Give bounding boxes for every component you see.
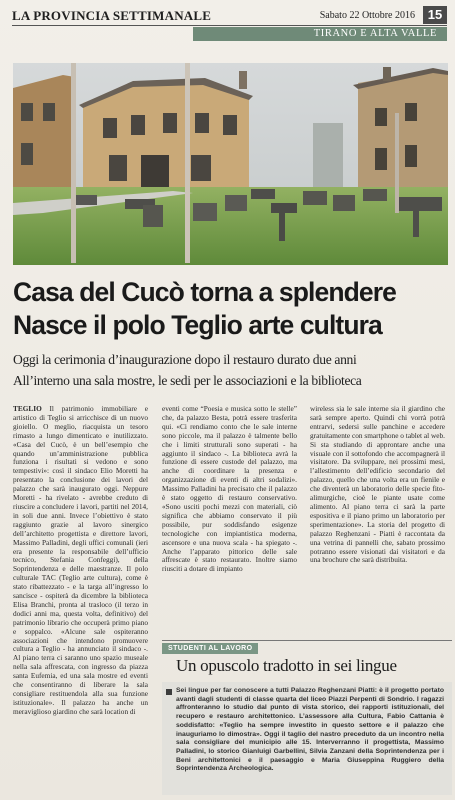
subhead-line-1: Oggi la cerimonia d’inaugurazione dopo il restauro durato due anni	[13, 352, 357, 367]
dateline: TEGLIO	[13, 405, 42, 413]
section-title: TIRANO E ALTA VALLE	[313, 28, 437, 39]
sidebar-kicker: STUDENTI AL LAVORO	[162, 643, 258, 654]
article-column-1	[13, 405, 148, 795]
article-column-1-text: Il patrimonio immobiliare e artistico di Teglio si arricchisce di un nuovo gioiello. O meglio, riacquista un tesoro rimasto a lungo dimenticato e inutilizzato. «Casa del Cucò, è un bell’esempio che quando un’amministrazione pubblica funziona i risultati si vedono e sono tempestivi»: così il sindaco Elio Moretti ha presentato la conclusione dei lavori del palazzo che sarà inaugurato oggi. Neppure Moretti - ha rivelato - avrebbe creduto di riuscire a concludere i lavori, partiti nel 2014, in soli due anni. Invece l’obiettivo è stato raggiunto grazie al lavoro sinergico dell’architetto progettista e direttore lavori, Massimo Palladini, degli uffici comunali (ieri era presente la responsabile dell’ufficio tecnico, Stefania Confeggi), della Soprintendenza e delle maestranze. Il polo culturale TAC (Teglio arte cultura), come è stato ribattezzato - e la targa all’ingresso lo sancisce - ospiterà da dicembre la biblioteca Elisa Branchi, pronta al trasloco (il terzo in dodici anni ma, questa volta, definitivo) del patrimonio librario che occuperà primo piano e soppalco. «Alcune sale ospiteranno associazioni che intendono promuovere cultura a Teglio - ha annunciato il sindaco -. Al piano terra ci saranno uno spazio museale nella sala affrescata, con ingresso da piazza santa Eufemia, ed una sala mostre ed eventi che consentiranno di liberare la sala consigliare restituendola alla sua funzione istituzionale». Il palazzo ha anche un meraviglioso giardino che sarà location di	[13, 405, 148, 716]
masthead-rule	[12, 25, 447, 26]
sidebar-title: Un opuscolo tradotto in sei lingue	[176, 656, 397, 675]
headline-line-1: Casa del Cucò torna a splendere	[13, 277, 396, 307]
article-column-2-text: eventi come “Poesia e musica sotto le stelle” che, da palazzo Besta, potrà essere trasferita qui. «Ci rendiamo conto che le sale interne sono piccole, ma il palazzo è talmente bello che i limiti strutturali sono superati - ha aggiunto il sindaco -. La biblioteca avrà la funzione di essere custode del palazzo, ma anche di coordinare la presenza e organizzazione di eventi di altri sodalizi». Massimo Palladini ha precisato che il palazzo è stato oggetto di restauro conservativo. «Sono usciti pochi mezzi con materiali, ciò significa che abbiamo conservato il più possibile, pur soddisfando esigenze tecnologiche con impiantistica moderna, ascensore e una nuova scala - ha spiegato -. Anche l’apparato pittorico delle sale affrescate è stato restaurato. Inoltre siamo riusciti a dotare di impianto	[162, 405, 297, 574]
article-column-3	[310, 405, 445, 640]
sidebar-text: Sei lingue per far conoscere a tutti Palazzo Reghenzani Piatti: è il progetto portato avanti dagli studenti di classe quarta del liceo Piazzi Perpenti di Sondrio. I ragazzi affronteranno lo studio dal punto di vista storico, dei rapporti istituzionali, del recupero e restauro architettonico. L’assessore alla Cultura, Fabio Cattania è soddisfatto: «Teglio ha sempre investito in questo settore e il palazzo che inauguriamo lo dimostra». Oggi il taglio del nastro preceduto da un incontro nella sala consigliare del municipio alle 15. Interverranno il progettista, Massimo Palladini, lo storico Gianluigi Garbellini, Silvia Zanzani della Soprintendenza per i Beni architettonici e il paesaggio e Maria Giuseppina Ruggiero della Soprintendenza Archeologica.	[176, 687, 444, 773]
sidebar-rule	[162, 640, 452, 641]
article-column-2	[162, 405, 297, 640]
sidebar-box	[162, 640, 452, 795]
issue-date: Sabato 22 Ottobre 2016	[319, 10, 415, 21]
headline-line-2: Nasce il polo Teglio arte cultura	[13, 310, 382, 340]
subhead-line-2: All’interno una sala mostre, le sedi per le associazioni e la biblioteca	[13, 373, 362, 388]
section-bar	[193, 27, 447, 41]
page-number: 15	[423, 6, 447, 24]
bullet-square-icon	[166, 689, 172, 695]
article-column-3-text: wireless sia le sale interne sia il giardino che sarà sempre aperto. Quindi chi vorrà potrà entrarvi, sedersi sulle panchine e accedere gratuitamente con smartphone o tablet al web. Si sta studiando di approntare anche una visuale con il sottofondo che accompagnerà il visitatore. Da sviluppare, nei prossimi mesi, l’allestimento dell’edificio secondario del palazzo, quello che una volta era un fienile e che diventerà un laboratorio delle specie fito-alimurgiche, cioè le piante usate come alimento. Al piano terra ci sarà la parte espositiva e il piano primo un laboratorio per sperimentazione». La storia del progetto di palazzo Reghenzani - Piatti è raccontata da una vetrina di pannelli che, sabato prossimo potranno essere visionati dai visitatori e da una brochure che sarà distribuita.	[310, 405, 445, 565]
palazzo-garden-photo	[13, 63, 448, 265]
paper-name: LA PROVINCIA SETTIMANALE	[12, 8, 212, 23]
article-photo	[13, 63, 448, 265]
sidebar-body-box	[162, 682, 452, 795]
